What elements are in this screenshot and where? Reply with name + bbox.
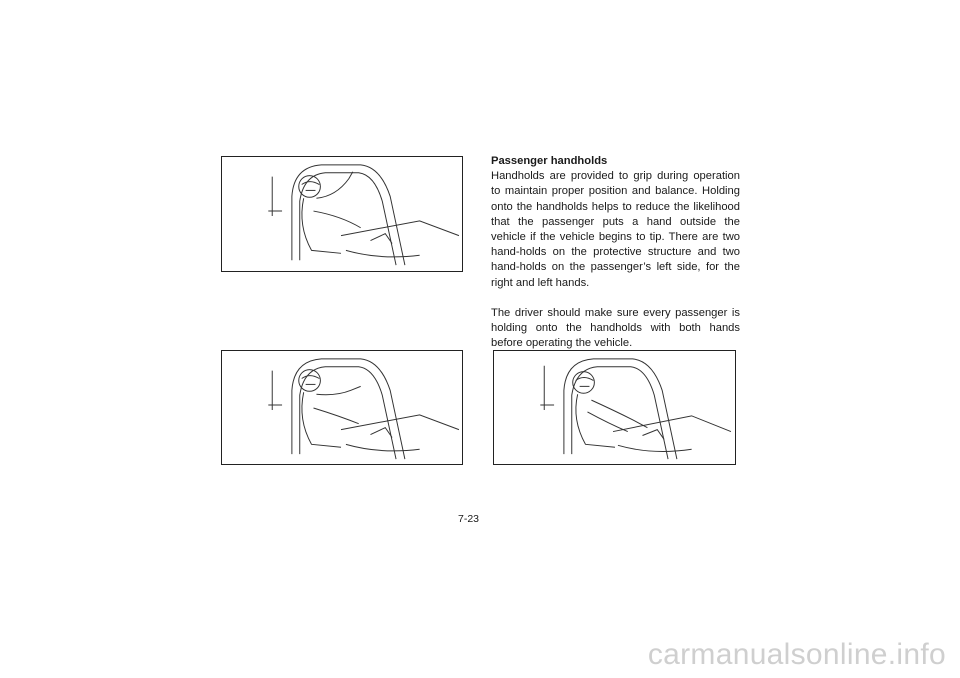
- illustration-passenger-handhold-front: [221, 350, 463, 465]
- section-passenger-handholds: [491, 154, 740, 351]
- illustration-passenger-handhold-upper: [221, 156, 463, 272]
- page-number: 7-23: [458, 513, 480, 525]
- watermark: carmanualsonline.info: [647, 638, 946, 671]
- paragraph-handholds-description: Handholds are provided to grip during operation to maintain proper position and balance. Holding onto the handholds helps to reduce the likelihood that the passenger puts a hand outside the vehicle if the vehicle begins to tip. There are two hand-holds on the protective structure and two hand-holds on the passenger’s left side, for the right and left hands.: [491, 170, 740, 289]
- illustration-passenger-handhold-side: [493, 350, 736, 465]
- paragraph-driver-instruction: The driver should make sure every passenger is holding onto the handholds with both hands before operating the vehicle.: [491, 306, 740, 350]
- section-heading: Passenger handholds: [491, 155, 608, 167]
